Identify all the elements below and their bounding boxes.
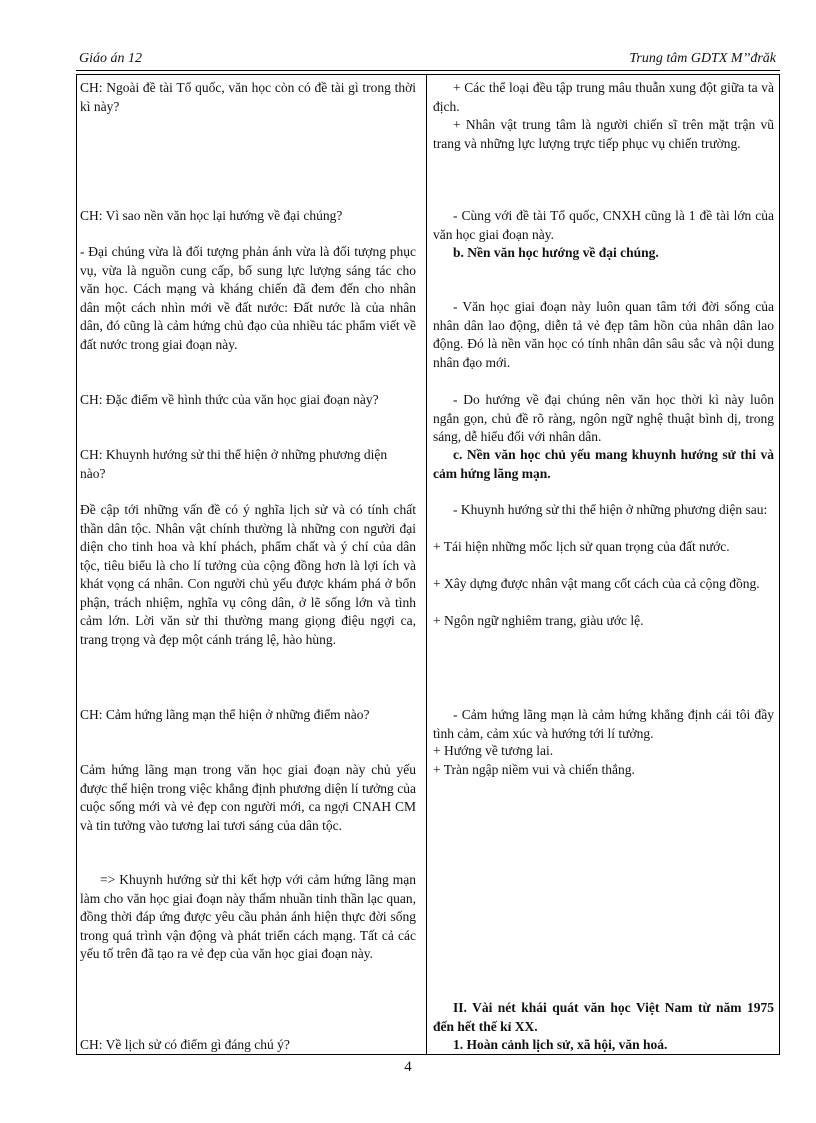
conclusion-paragraph: => Khuynh hướng sử thi kết hợp với cảm hứng lãng mạn làm cho văn học giai đoạn này thấm nhuần tinh thần lạc quan, đồng thời đáp ứng được yêu cầu phản ánh hiện thực đời sống trong quá trình vận động và phát triển cách mạng. Tất cả các yếu tố trên đã tạo ra vẻ đẹp của văn học giai đoạn này. <box>80 872 416 961</box>
lesson-table <box>76 74 780 1055</box>
right-socialism-topic: - Cùng với đề tài Tổ quốc, CNXH cũng là 1 đề tài lớn của văn học giai đoạn này. <box>433 208 774 242</box>
subsection-1-heading: 1. Hoàn cảnh lịch sử, xã hội, văn hoá. <box>453 1037 668 1052</box>
answer-romantic-inspiration: Cảm hứng lãng mạn trong văn học giai đoạn này chủ yếu được thể hiện trong việc khẳng định phương diện lí tưởng của cuộc sống mới và vẻ đẹp con người mới, ca ngợi CNAH CM và tin tưởng vào tương lai tươi sáng của dân tộc. <box>80 762 416 833</box>
header-left: Giáo án 12 <box>79 51 142 66</box>
question-history: CH: Về lịch sử có điểm gì đáng chú ý? <box>80 1037 290 1052</box>
right-people-life: - Văn học giai đoạn này luôn quan tâm tới đời sống của nhân dân lao động, diễn tả vẻ đẹp tâm hồn của nhân dân lao động. Đó là nền văn học có tính nhân dân sâu sắc và nội dung nhân đạo mới. <box>433 299 774 370</box>
right-romantic-definition: - Cảm hứng lãng mạn là cảm hứng khẳng định cái tôi đầy tình cảm, cảm xúc và hướng tới lí tưởng. <box>433 707 774 741</box>
right-epic-point-1: + Tái hiện những mốc lịch sử quan trọng của đất nước. <box>433 539 730 554</box>
question-epic-tendency: CH: Khuynh hướng sử thi thể hiện ở những phương diện nào? <box>80 447 388 481</box>
right-romantic-point-2: + Tràn ngập niềm vui và chiến thắng. <box>433 762 635 777</box>
question-romantic-inspiration: CH: Cảm hứng lãng mạn thể hiện ở những điểm nào? <box>80 707 370 722</box>
right-concise-style: - Do hướng về đại chúng nên văn học thời kì này luôn ngắn gọn, chủ đề rõ ràng, ngôn ngữ nghệ thuật bình dị, trong sáng, dễ hiểu đối với nhân dân. <box>433 392 774 444</box>
question-other-topics: CH: Ngoài đề tài Tổ quốc, văn học còn có đề tài gì trong thời kì này? <box>80 80 416 114</box>
right-epic-aspects: - Khuynh hướng sử thi thể hiện ở những phương diện sau: <box>453 502 768 517</box>
question-mass-orientation: CH: Vì sao nền văn học lại hướng về đại chúng? <box>80 208 343 223</box>
section-ii-heading: II. Vài nét khái quát văn học Việt Nam từ năm 1975 đến hết thế kỉ XX. <box>433 1000 774 1034</box>
right-epic-point-3: + Ngôn ngữ nghiêm trang, giàu ước lệ. <box>433 613 644 628</box>
page-number: 4 <box>404 1059 412 1075</box>
header-rule <box>76 70 780 71</box>
section-c-heading: c. Nền văn học chủ yếu mang khuynh hướng sử thi và cảm hứng lãng mạn. <box>433 447 774 481</box>
question-form-features: CH: Đặc điểm về hình thức của văn học giai đoạn này? <box>80 392 379 407</box>
header-right: Trung tâm GDTX M’’đrăk <box>629 51 776 66</box>
right-epic-point-2: + Xây dựng được nhân vật mang cốt cách của cả cộng đồng. <box>433 576 760 591</box>
right-romantic-point-1: + Hướng về tương lai. <box>433 743 554 758</box>
section-b-heading: b. Nền văn học hướng về đại chúng. <box>453 245 659 260</box>
column-divider <box>426 75 427 1054</box>
answer-mass-orientation: - Đại chúng vừa là đối tượng phản ánh vừa là đối tượng phục vụ, vừa là nguồn cung cấp, bổ sung lực lượng sáng tác cho văn học. Cách mạng và kháng chiến đã đem đến cho nhân dân một cách nhìn mới về đất nước: Đất nước là của nhân dân, đó cũng là cảm hứng chủ đạo của nhiều tác phẩm viết về đất nước trong giai đoạn này. <box>80 244 416 352</box>
right-conflict-genres: + Các thể loại đều tập trung mâu thuẫn xung đột giữa ta và địch. <box>433 80 774 114</box>
answer-epic-tendency: Đề cập tới những vấn đề có ý nghĩa lịch sử và có tính chất thần dân tộc. Nhân vật chính thường là những con người đại diện cho tinh hoa và khí phách, phẩm chất và ý chí của dân tộc, tiêu biểu là cho lí tưởng của cộng đồng hơn là lợi ích và khát vọng cá nhân. Con người chủ yếu được khám phá ở bổn phận, trách nhiệm, nghĩa vụ công dân, ở lẽ sống lớn và tình cảm lớn. Lời văn sử thi thường mang giọng điệu ngợi ca, trang trọng và đẹp một cánh tráng lệ, hào hùng. <box>80 502 416 647</box>
right-central-character: + Nhân vật trung tâm là người chiến sĩ trên mặt trận vũ trang và những lực lượng trực tiếp phục vụ chiến trường. <box>433 117 774 151</box>
